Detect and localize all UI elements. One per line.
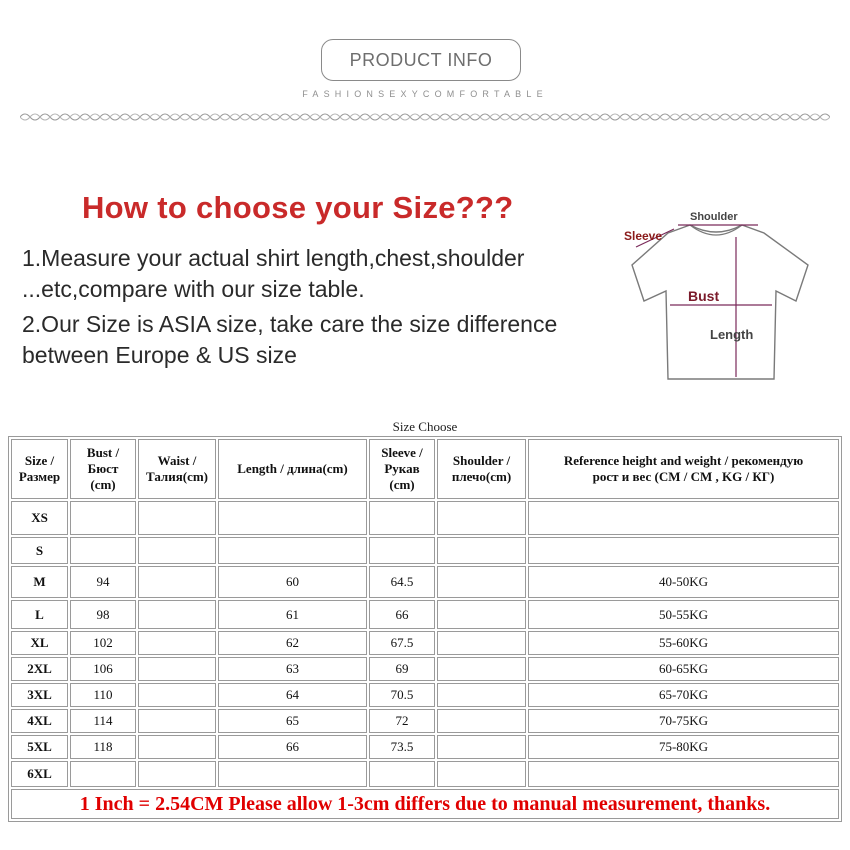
tshirt-diagram [618,203,814,386]
cell-size: M [11,566,68,598]
cell-length: 61 [218,600,367,629]
cell-sleeve: 67.5 [369,631,435,655]
header-sleeve: Sleeve / Рукав (cm) [369,439,435,499]
cell-size: XS [11,501,68,535]
table-row [11,657,839,681]
cell-waist [138,600,216,629]
cell-length: 62 [218,631,367,655]
header-bust: Bust / Бюст (cm) [70,439,136,499]
cell-size: L [11,600,68,629]
cell-bust: 94 [70,566,136,598]
cell-length: 63 [218,657,367,681]
guide-step2-line2: between Europe & US size [22,342,297,368]
cell-length: 60 [218,566,367,598]
cell-shoulder [437,735,526,759]
guide-step1-line1: 1.Measure your actual shirt length,chest,shoulder [22,245,525,271]
table-row [11,735,839,759]
cell-reference: 60-65KG [528,657,839,681]
cell-waist [138,537,216,564]
product-info-title: PRODUCT INFO [349,49,493,70]
sleeve-label: Sleeve [624,229,663,243]
cell-shoulder [437,657,526,681]
cell-bust [70,537,136,564]
guide-step2-line1: 2.Our Size is ASIA size, take care the size difference [22,311,558,337]
cell-waist [138,735,216,759]
header-reference: Reference height and weight / рекомендую рост и вес (CM / CM , KG / КГ) [528,439,839,499]
header-length: Length / длина(cm) [218,439,367,499]
cell-reference: 55-60KG [528,631,839,655]
cell-bust: 110 [70,683,136,707]
table-caption: Size Choose [392,419,458,434]
cell-sleeve: 72 [369,709,435,733]
cell-sleeve [369,501,435,535]
table-row [11,566,839,598]
cell-bust: 102 [70,631,136,655]
table-row [11,501,839,535]
cell-bust: 98 [70,600,136,629]
cell-shoulder [437,631,526,655]
measurement-note: 1 Inch = 2.54CM Please allow 1-3cm differs due to manual measurement, thanks. [11,789,839,819]
wave-divider [20,110,830,124]
cell-reference: 40-50KG [528,566,839,598]
cell-waist [138,566,216,598]
cell-shoulder [437,600,526,629]
cell-sleeve: 69 [369,657,435,681]
size-table [8,436,842,822]
cell-sleeve [369,537,435,564]
cell-shoulder [437,501,526,535]
cell-length [218,761,367,787]
cell-length [218,501,367,535]
cell-length: 66 [218,735,367,759]
cell-shoulder [437,761,526,787]
cell-shoulder [437,566,526,598]
bust-label: Bust [688,288,720,304]
cell-bust [70,501,136,535]
table-header-row [11,439,839,499]
cell-size: 5XL [11,735,68,759]
table-row [11,709,839,733]
cell-reference: 70-75KG [528,709,839,733]
cell-size: S [11,537,68,564]
table-row [11,600,839,629]
product-info-banner [321,39,521,81]
cell-size: 4XL [11,709,68,733]
cell-waist [138,657,216,681]
cell-bust: 118 [70,735,136,759]
cell-sleeve [369,761,435,787]
cell-reference: 65-70KG [528,683,839,707]
cell-reference: 75-80KG [528,735,839,759]
cell-sleeve: 70.5 [369,683,435,707]
table-row [11,631,839,655]
cell-bust [70,761,136,787]
cell-length: 64 [218,683,367,707]
cell-waist [138,501,216,535]
guide-step1-line2: ...etc,compare with our size table. [22,276,365,302]
cell-waist [138,709,216,733]
cell-bust: 106 [70,657,136,681]
cell-waist [138,683,216,707]
cell-size: 2XL [11,657,68,681]
cell-reference [528,761,839,787]
cell-size: 6XL [11,761,68,787]
cell-shoulder [437,683,526,707]
header-shoulder: Shoulder / плечо(cm) [437,439,526,499]
cell-waist [138,761,216,787]
cell-shoulder [437,537,526,564]
cell-reference [528,501,839,535]
length-label: Length [710,327,754,342]
shoulder-label: Shoulder [690,211,738,223]
cell-sleeve: 64.5 [369,566,435,598]
cell-sleeve: 66 [369,600,435,629]
table-row [11,537,839,564]
header-size: Size / Размер [11,439,68,499]
cell-shoulder [437,709,526,733]
guide-heading: How to choose your Size??? [82,190,514,225]
cell-waist [138,631,216,655]
cell-reference: 50-55KG [528,600,839,629]
tshirt-outline-icon [632,225,808,379]
cell-reference [528,537,839,564]
cell-size: XL [11,631,68,655]
tagline: FASHIONSEXYCOMFORTABLE [302,89,548,99]
cell-length: 65 [218,709,367,733]
cell-size: 3XL [11,683,68,707]
cell-sleeve: 73.5 [369,735,435,759]
table-row [11,683,839,707]
header-waist: Waist / Талия(cm) [138,439,216,499]
cell-bust: 114 [70,709,136,733]
table-row [11,761,839,787]
cell-length [218,537,367,564]
